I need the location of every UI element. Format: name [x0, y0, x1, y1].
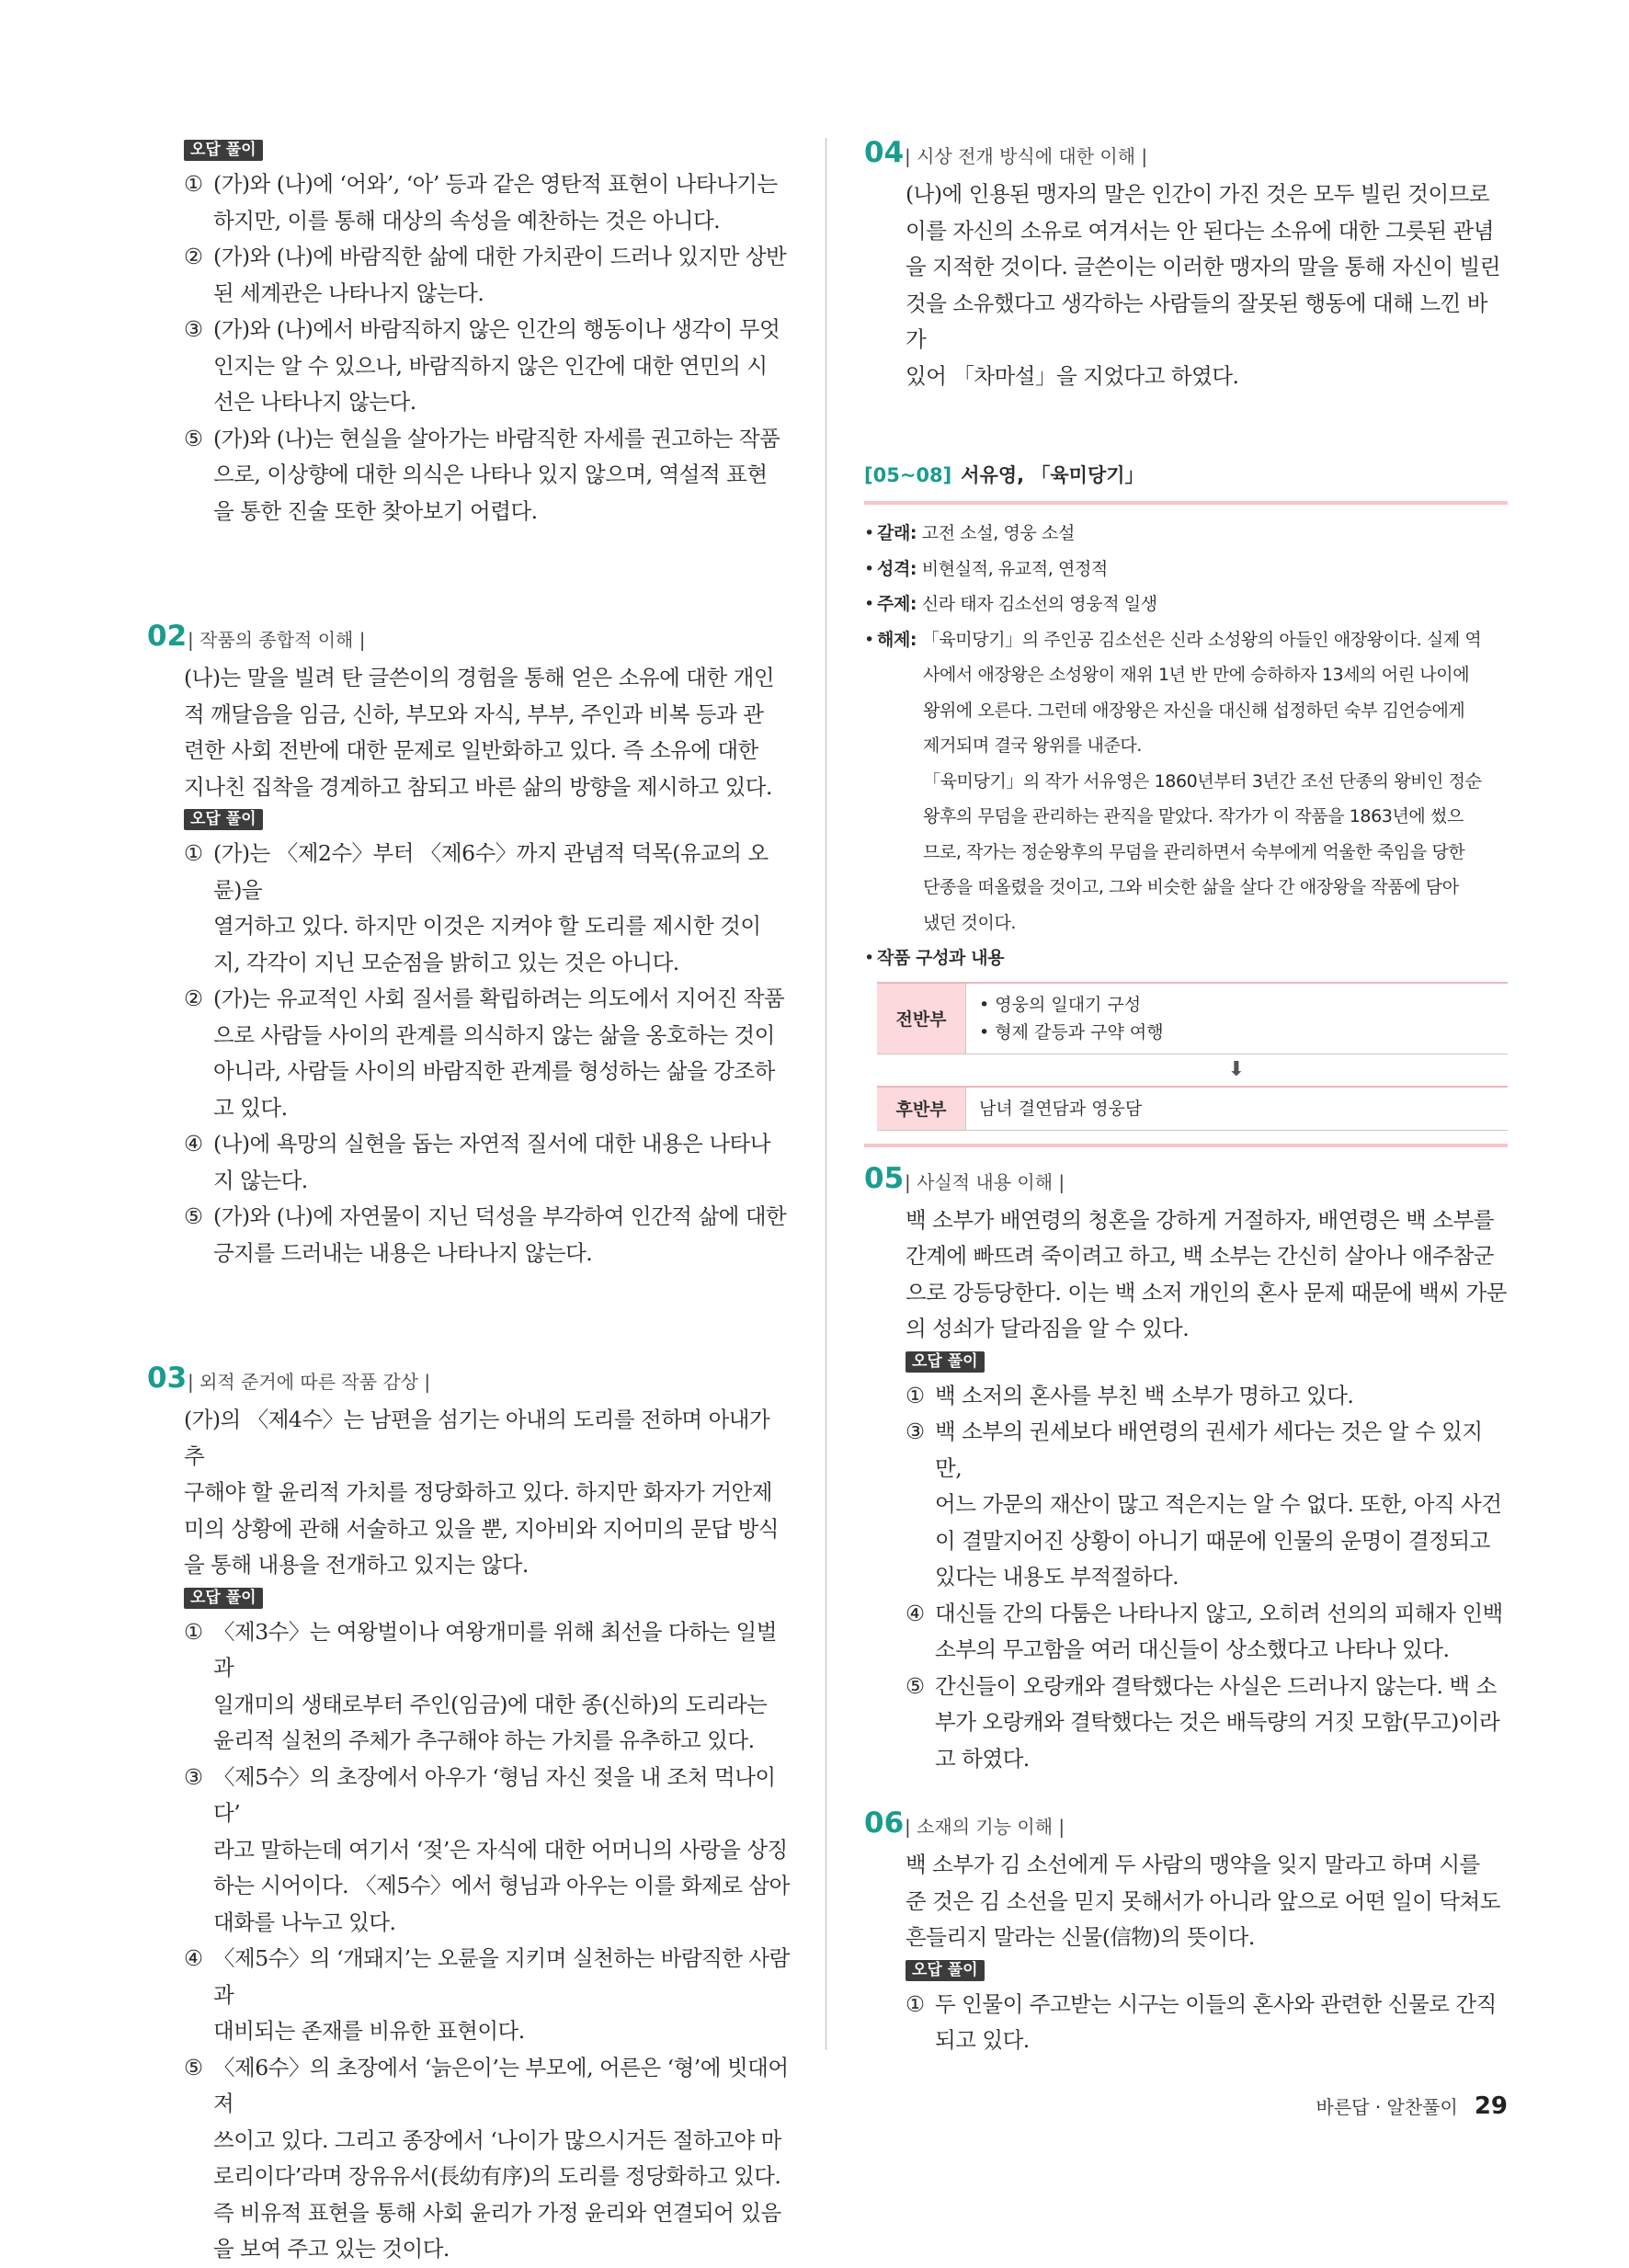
- option-line: 즉 비유적 표현을 통해 사회 윤리가 가정 윤리와 연결되어 있음: [213, 2199, 781, 2226]
- structure-table: [877, 982, 1508, 1131]
- option-line: (가)와 (나)에 자연물이 지닌 덕성을 부각하여 인간적 삶에 대한: [213, 1203, 787, 1229]
- question-body: [864, 177, 1508, 394]
- question-number: 03: [147, 1362, 188, 1395]
- question-03: [147, 1360, 791, 2268]
- answer-option: [184, 1760, 791, 1942]
- option-number: ③: [184, 1763, 203, 1790]
- info-commentary-line: 왕위에 오른다. 그런데 애장왕은 자신을 대신해 섭정하던 숙부 김언승에게: [923, 700, 1465, 721]
- option-number: ④: [184, 1131, 203, 1157]
- info-nature-value: 비현실적, 유교적, 연정적: [921, 558, 1108, 579]
- question-number: 05: [864, 1161, 905, 1195]
- answer-option: [184, 1941, 791, 2050]
- info-commentary-line: 사에서 애장왕은 소성왕이 재위 1년 반 만에 승하하자 13세의 어린 나이에: [923, 665, 1470, 685]
- option-line: 지 않는다.: [213, 1167, 308, 1193]
- option-line: 〈제3수〉는 여왕벌이나 여왕개미를 위해 최선을 다하는 일벌과: [213, 1618, 777, 1681]
- option-line: (가)와 (나)에서 바람직하지 않은 인간의 행동이나 생각이 무엇: [213, 316, 780, 342]
- answer-option: [906, 1987, 1508, 2059]
- info-nature: [864, 552, 1508, 587]
- body-line: 간계에 빠뜨려 죽이려고 하고, 백 소부는 간신히 살아나 애주참군: [906, 1243, 1494, 1269]
- answer-option: [184, 421, 791, 530]
- answer-option: [906, 1596, 1508, 1669]
- second-half-label: 후반부: [877, 1088, 965, 1130]
- badge-row: [906, 1956, 1508, 1987]
- option-line: 열거하고 있다. 하지만 이것은 지켜야 할 도리를 제시한 것이: [213, 913, 761, 939]
- section-work-title: 서유영, 「육미당기」: [961, 464, 1145, 486]
- option-line: 이 결말지어진 상황이 아니기 때문에 인물의 운명이 결정되고: [935, 1527, 1490, 1554]
- info-commentary-line: 므로, 작가는 정순왕후의 무덤을 관리하면서 숙부에게 억울한 죽임을 당한: [923, 841, 1465, 862]
- question-header: [864, 134, 1508, 175]
- body-line: 미의 상황에 관해 서술하고 있을 뿐, 지아비와 지어미의 문답 방식: [184, 1515, 779, 1542]
- option-number: ③: [184, 316, 203, 342]
- option-line: 〈제5수〉의 초장에서 아우가 ‘형님 자신 젖을 내 조처 먹나이다’: [213, 1763, 776, 1826]
- info-nature-label: 성격:: [877, 558, 917, 579]
- option-line: 지, 각각이 지닌 모순점을 밝히고 있는 것은 아니다.: [213, 949, 679, 975]
- wrong-answer-badge: 오답 풀이: [906, 1351, 985, 1373]
- option-line: (가)와 (나)에 ‘어와’, ‘아’ 등과 같은 영탄적 표현이 나타나기는: [213, 171, 778, 197]
- question-header: [864, 1160, 1508, 1201]
- second-half-content: 남녀 결연담과 영웅담: [965, 1088, 1508, 1130]
- answer-option: [184, 1614, 791, 1760]
- question-body: [864, 1202, 1508, 1778]
- option-line: (가)는 〈제2수〉부터 〈제6수〉까지 관념적 덕목(유교의 오륜)을: [213, 840, 769, 903]
- section-range: [05~08]: [864, 464, 952, 486]
- wrong-answer-badge: 오답 풀이: [906, 1960, 985, 1981]
- option-line: 쓰이고 있다. 그리고 종장에서 ‘나이가 많으시거든 절하고야 마: [213, 2126, 781, 2153]
- option-number: ①: [184, 171, 203, 197]
- option-line: (나)에 욕망의 실현을 돕는 자연적 질서에 대한 내용은 나타나: [213, 1131, 770, 1157]
- wrong-answer-badge: 오답 풀이: [184, 140, 263, 161]
- body-line: 구해야 할 윤리적 가치를 정당화하고 있다. 하지만 화자가 거안제: [184, 1479, 772, 1505]
- option-line: 라고 말하는데 여기서 ‘젖’은 자식에 대한 어머니의 사랑을 상징: [213, 1836, 788, 1863]
- page-number: 29: [1474, 2092, 1508, 2120]
- answer-option: [906, 1378, 1508, 1415]
- body-line: 백 소부가 배연령의 청혼을 강하게 거절하자, 배연령은 백 소부를: [906, 1206, 1494, 1233]
- info-genre-value: 고전 소설, 영웅 소설: [921, 523, 1075, 543]
- option-number: ⑤: [184, 1203, 203, 1229]
- option-line: 〈제5수〉의 ‘개돼지’는 오륜을 지키며 실천하는 바람직한 사람과: [213, 1945, 790, 2008]
- right-column: [864, 134, 1508, 2059]
- section-title: [864, 461, 1508, 488]
- body-line: 지나친 집착을 경계하고 참되고 바른 삶의 방향을 제시하고 있다.: [184, 773, 772, 800]
- answer-option: [184, 1126, 791, 1199]
- option-line: 일개미의 생태로부터 주인(임금)에 대한 종(신하)의 도리라는: [213, 1691, 768, 1717]
- option-line: 긍지를 드러내는 내용은 나타나지 않는다.: [213, 1239, 593, 1266]
- badge-row: [184, 1584, 791, 1614]
- question-title: | 시상 전개 방식에 대한 이해 |: [905, 145, 1148, 167]
- question-number: 06: [864, 1806, 905, 1840]
- info-commentary-line: 냈던 것이다.: [923, 912, 1017, 933]
- question-number: 04: [864, 136, 905, 169]
- body-line: 백 소부가 김 소선에게 두 사람의 맹약을 잊지 말라고 하며 시를: [906, 1852, 1480, 1877]
- question-title: | 외적 준거에 따른 작품 감상 |: [188, 1371, 431, 1393]
- work-info-box: [864, 501, 1508, 1147]
- question-header: [147, 1360, 791, 1400]
- first-half-item: • 영웅의 일대기 구성: [979, 994, 1142, 1015]
- body-line: 을 통해 내용을 전개하고 있지는 않다.: [184, 1552, 529, 1578]
- option-number: ①: [184, 840, 203, 866]
- body-line: 을 지적한 것이다. 글쓴이는 이러한 맹자의 말을 통해 자신이 빌린: [906, 254, 1500, 279]
- footer-label: 바른답 · 알찬풀이: [1316, 2096, 1458, 2118]
- answer-option: [184, 1199, 791, 1271]
- option-line: 두 인물이 주고받는 시구는 이들의 혼사와 관련한 신물로 간직: [935, 1990, 1497, 2017]
- answer-option: [184, 2050, 791, 2268]
- info-commentary-line: 「육미당기」의 작가 서유영은 1860년부터 3년간 조선 단종의 왕비인 정순: [923, 770, 1482, 792]
- body-line: 련한 사회 전반에 대한 문제로 일반화하고 있다. 즉 소유에 대한: [184, 737, 758, 763]
- option-line: 으로, 이상향에 대한 의식은 나타나 있지 않으며, 역설적 표현: [213, 462, 768, 487]
- question-title: | 작품의 종합적 이해 |: [188, 629, 366, 651]
- option-line: 아니라, 사람들 사이의 바람직한 관계를 형성하는 삶을 강조하: [213, 1058, 775, 1084]
- option-line: 선은 나타나지 않는다.: [213, 389, 416, 415]
- option-number: ⑤: [906, 1672, 925, 1699]
- option-number: ①: [906, 1382, 925, 1408]
- option-line: 대화를 나누고 있다.: [213, 1909, 396, 1935]
- info-commentary-label: 해제:: [877, 629, 917, 650]
- info-theme-label: 주제:: [877, 594, 917, 614]
- info-theme-value: 신라 태자 김소선의 영웅적 일생: [921, 594, 1157, 614]
- question-header: [864, 1805, 1508, 1845]
- option-line: 대신들 간의 다툼은 나타나지 않고, 오히려 선의의 피해자 인백: [935, 1600, 1503, 1626]
- info-structure: [864, 940, 1508, 976]
- option-line: 되고 있다.: [935, 2027, 1030, 2053]
- option-line: (가)와 (나)는 현실을 살아가는 바람직한 자세를 권고하는 작품: [213, 425, 780, 451]
- option-line: 된 세계관은 나타나지 않는다.: [213, 279, 484, 306]
- answer-option: [184, 312, 791, 421]
- question-header: [147, 618, 791, 658]
- info-genre-label: 갈래:: [877, 523, 917, 543]
- question-title: | 사실적 내용 이해 |: [905, 1170, 1065, 1193]
- option-number: ②: [184, 986, 203, 1011]
- body-line: 이를 자신의 소유로 여겨서는 안 된다는 소유에 대한 그릇된 관념: [906, 217, 1494, 244]
- info-commentary: [864, 622, 1508, 658]
- info-theme: [864, 587, 1508, 622]
- body-line: 의 성쇠가 달라짐을 알 수 있다.: [906, 1316, 1190, 1341]
- option-line: (가)는 유교적인 사회 질서를 확립하려는 의도에서 지어진 작품: [213, 986, 785, 1011]
- option-line: (가)와 (나)에 바람직한 삶에 대한 가치관이 드러나 있지만 상반: [213, 244, 787, 269]
- option-line: 고 하였다.: [935, 1745, 1030, 1772]
- question-body: [147, 1402, 791, 2268]
- option-line: 으로 사람들 사이의 관계를 의식하지 않는 삶을 옹호하는 것이: [213, 1021, 775, 1048]
- option-line: 간신들이 오랑캐와 결탁했다는 사실은 드러나지 않는다. 백 소: [935, 1672, 1497, 1699]
- badge-row: [184, 136, 791, 166]
- question-02: [147, 618, 791, 1271]
- option-line: 고 있다.: [213, 1094, 288, 1121]
- question-title: | 소재의 기능 이해 |: [905, 1816, 1065, 1838]
- answer-option: [906, 1669, 1508, 1778]
- option-line: 있다는 내용도 부적절하다.: [935, 1564, 1179, 1590]
- option-number: ⑤: [184, 425, 203, 451]
- body-line: 것을 소유했다고 생각하는 사람들의 잘못된 행동에 대해 느낀 바가: [906, 290, 1487, 352]
- first-half-label: 전반부: [877, 984, 965, 1054]
- option-line: 하지만, 이를 통해 대상의 속성을 예찬하는 것은 아니다.: [213, 207, 721, 234]
- option-line: 윤리적 실천의 주체가 추구해야 하는 가치를 유추하고 있다.: [213, 1727, 755, 1753]
- answer-option: [184, 239, 791, 312]
- option-line: 백 소부의 권세보다 배연령의 권세가 세다는 것은 알 수 있지만,: [935, 1419, 1483, 1481]
- option-line: 부가 오랑캐와 결탁했다는 것은 배득량의 거짓 모함(무고)이라: [935, 1709, 1500, 1735]
- body-line: (나)는 말을 빌려 탄 글쓴이의 경험을 통해 얻은 소유에 대한 개인: [184, 665, 775, 690]
- body-line: 준 것은 김 소선을 믿지 못해서가 아니라 앞으로 어떤 일이 닥쳐도: [906, 1887, 1500, 1914]
- option-number: ①: [184, 1618, 203, 1645]
- info-structure-label: 작품 구성과 내용: [877, 948, 1005, 968]
- info-commentary-line: 제거되며 결국 왕위를 내준다.: [923, 735, 1143, 756]
- page-footer: [1316, 2092, 1509, 2120]
- option-line: 백 소저의 혼사를 부친 백 소부가 명하고 있다.: [935, 1382, 1354, 1408]
- body-line: (가)의 〈제4수〉는 남편을 섬기는 아내의 도리를 전하며 아내가 추: [184, 1407, 770, 1469]
- info-commentary-line: 왕후의 무덤을 관리하는 관직을 맡았다. 작가가 이 작품을 1863년에 썼으: [923, 806, 1464, 826]
- badge-row: [184, 805, 791, 836]
- option-line: 을 통한 진술 또한 찾아보기 어렵다.: [213, 497, 538, 524]
- option-line: 대비되는 존재를 비유한 표현이다.: [213, 2018, 525, 2044]
- info-commentary-line: 단종을 떠올렸을 것이고, 그와 비슷한 삶을 살다 간 애장왕을 작품에 담아: [923, 877, 1459, 897]
- answer-option: [184, 166, 791, 239]
- question-number: 02: [147, 620, 188, 653]
- option-number: ①: [906, 1990, 925, 2017]
- answer-option: [184, 836, 791, 981]
- badge-row: [906, 1348, 1508, 1378]
- option-line: 소부의 무고함을 여러 대신들이 상소했다고 나타나 있다.: [935, 1636, 1450, 1662]
- option-number: ④: [906, 1600, 925, 1626]
- wrong-answer-badge: 오답 풀이: [184, 809, 263, 830]
- option-line: 어느 가문의 재산이 많고 적은지는 알 수 없다. 또한, 아직 사건: [935, 1491, 1502, 1517]
- info-genre: [864, 516, 1508, 552]
- first-half-content: [965, 984, 1508, 1054]
- body-line: 적 깨달음을 임금, 신하, 부모와 자식, 부부, 주인과 비복 등과 관: [184, 701, 764, 727]
- question-body: [864, 1847, 1508, 2059]
- option-line: 하는 시어이다. 〈제5수〉에서 형님과 아우는 이를 화제로 삼아: [213, 1873, 790, 1898]
- option-line: 을 보여 주고 있는 것이다.: [213, 2236, 450, 2262]
- structure-row-second: [877, 1086, 1508, 1131]
- left-column: [147, 136, 791, 2268]
- first-half-item: • 형제 갈등과 구약 여행: [979, 1021, 1164, 1043]
- body-line: (나)에 인용된 맹자의 말은 인간이 가진 것은 모두 빌린 것이므로: [906, 181, 1490, 207]
- body-line: 흔들리지 말라는 신물(信物)의 뜻이다.: [906, 1924, 1255, 1950]
- answer-option: [184, 981, 791, 1126]
- option-line: 인지는 알 수 있으나, 바람직하지 않은 인간에 대한 연민의 시: [213, 352, 768, 379]
- option-number: ⑤: [184, 2054, 203, 2080]
- structure-row-first: [877, 982, 1508, 1054]
- info-commentary-line: 「육미당기」의 주인공 김소선은 신라 소성왕의 아들인 애장왕이다. 실제 역: [921, 629, 1482, 650]
- option-number: ③: [906, 1419, 925, 1444]
- body-line: 있어 「차마설」을 지었다고 하였다.: [906, 362, 1239, 389]
- option-number: ②: [184, 244, 203, 269]
- wrong-answer-badge: 오답 풀이: [184, 1588, 263, 1609]
- answer-option: [906, 1414, 1508, 1596]
- question-body: [147, 660, 791, 1271]
- option-line: 로리이다’라며 장유유서(長幼有序)의 도리를 정당화하고 있다.: [213, 2163, 781, 2189]
- option-number: ④: [184, 1945, 203, 1971]
- body-line: 으로 강등당한다. 이는 백 소저 개인의 혼사 문제 때문에 백씨 가문: [906, 1279, 1507, 1305]
- option-line: 〈제6수〉의 초장에서 ‘늙은이’는 부모에, 어른은 ‘형’에 빗대어져: [213, 2054, 789, 2116]
- down-arrow-icon: ⬇: [1227, 1057, 1246, 1081]
